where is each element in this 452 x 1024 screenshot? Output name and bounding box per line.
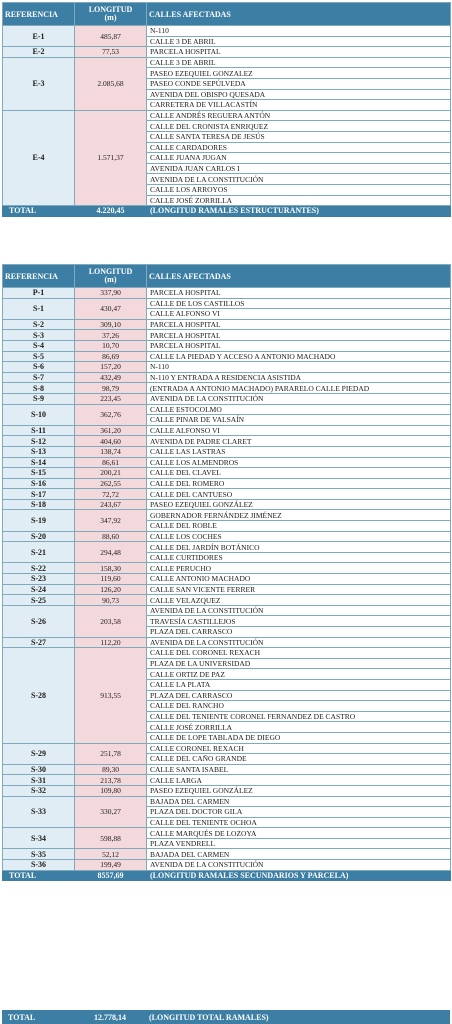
length-cell: 430,47: [75, 298, 147, 319]
grand-total-bar: [2, 1010, 450, 1024]
length-cell: 119,60: [75, 574, 147, 585]
street-cell: AVENIDA DE LA CONSTITUCIÓN: [147, 860, 451, 871]
reference-cell: S-6: [3, 362, 75, 373]
street-cell: PLAZA DEL CARRASCO: [147, 690, 451, 701]
reference-cell: S-2: [3, 319, 75, 330]
street-cell: AVENIDA JUAN CARLOS I: [147, 163, 451, 174]
street-cell: CALLE MARQUÉS DE LOZOYA: [147, 828, 451, 839]
table-row: [3, 57, 451, 68]
street-cell: PLAZA VENDRELL: [147, 838, 451, 849]
street-cell: CALLE SANTA TERESA DE JESÚS: [147, 131, 451, 142]
total-label: TOTAL: [3, 870, 75, 881]
length-cell: 200,21: [75, 468, 147, 479]
length-cell: 88,60: [75, 531, 147, 542]
street-cell: CALLE 3 DE ABRIL: [147, 57, 451, 68]
street-cell: PARCELA HOSPITAL: [147, 288, 451, 299]
reference-cell: S-12: [3, 436, 75, 447]
length-cell: 251,78: [75, 743, 147, 764]
length-cell: 485,87: [75, 26, 147, 47]
table-row: [3, 605, 451, 616]
street-cell: CALLE LA PLATA: [147, 679, 451, 690]
length-cell: 404,60: [75, 436, 147, 447]
street-cell: CALLE JOSÉ ZORRILLA: [147, 195, 451, 206]
header-longitud: [75, 3, 147, 26]
table-row: [3, 574, 451, 585]
reference-cell: S-9: [3, 393, 75, 404]
table-row: [3, 542, 451, 553]
street-cell: CALLE DEL ROBLE: [147, 521, 451, 532]
reference-cell: S-5: [3, 351, 75, 362]
street-cell: PLAZA DE LA UNIVERSIDAD: [147, 658, 451, 669]
street-cell: CALLE ORTIZ DE PAZ: [147, 669, 451, 680]
table-row: [3, 372, 451, 383]
street-cell: PASEO EZEQUIEL GONZÁLEZ: [147, 499, 451, 510]
table-row: [3, 510, 451, 521]
street-cell: CALLE ANDRÉS REGUERA ANTÓN: [147, 110, 451, 121]
table-row: [3, 362, 451, 373]
header-calles: CALLES AFECTADAS: [147, 3, 451, 26]
street-cell: N-110: [147, 362, 451, 373]
length-cell: 72,72: [75, 489, 147, 500]
reference-cell: S-27: [3, 637, 75, 648]
length-cell: 223,45: [75, 393, 147, 404]
length-cell: 362,76: [75, 404, 147, 425]
total-value: 8557,69: [75, 870, 147, 881]
table-ramales-estructurantes: [2, 2, 451, 217]
table-row: [3, 743, 451, 754]
street-cell: CALLE JUANA JUGAN: [147, 153, 451, 164]
street-cell: CALLE SANTA ISABEL: [147, 764, 451, 775]
table-row: [3, 764, 451, 775]
length-cell: 2.085,68: [75, 57, 147, 110]
table-row: [3, 478, 451, 489]
length-cell: 294,48: [75, 542, 147, 563]
street-cell: CALLE JOSÉ ZORRILLA: [147, 722, 451, 733]
street-cell: CALLE CURTIDORES: [147, 552, 451, 563]
street-cell: AVENIDA DE LA CONSTITUCIÓN: [147, 393, 451, 404]
total-desc: (LONGITUD RAMALES ESTRUCTURANTES): [147, 206, 451, 217]
reference-cell: S-23: [3, 574, 75, 585]
reference-cell: S-15: [3, 468, 75, 479]
reference-cell: S-7: [3, 372, 75, 383]
table-row: [3, 425, 451, 436]
table-row: [3, 489, 451, 500]
reference-cell: S-36: [3, 860, 75, 871]
street-cell: N-110 Y ENTRADA A RESIDENCIA ASISTIDA: [147, 372, 451, 383]
street-cell: CALLE 3 DE ABRIL: [147, 36, 451, 47]
street-cell: AVENIDA DE LA CONSTITUCIÓN: [147, 637, 451, 648]
street-cell: CALLE CORONEL REXACH: [147, 743, 451, 754]
reference-cell: S-28: [3, 648, 75, 743]
street-cell: PASEO CONDE SEPÚLVEDA: [147, 78, 451, 89]
reference-cell: S-10: [3, 404, 75, 425]
table-row: [3, 849, 451, 860]
table-row: [3, 499, 451, 510]
reference-cell: S-25: [3, 595, 75, 606]
reference-cell: S-13: [3, 446, 75, 457]
length-cell: 37,26: [75, 330, 147, 341]
street-cell: PARCELA HOSPITAL: [147, 319, 451, 330]
street-cell: CALLE ALFONSO VI: [147, 425, 451, 436]
table-row: [3, 319, 451, 330]
table-row: [3, 330, 451, 341]
length-cell: 913,55: [75, 648, 147, 743]
header-longitud-label: LONGITUD: [88, 5, 133, 14]
total-label: TOTAL: [3, 206, 75, 217]
street-cell: CALLE DEL CRONISTA ENRIQUEZ: [147, 121, 451, 132]
length-cell: 432,49: [75, 372, 147, 383]
table-header-row: [3, 3, 451, 26]
length-cell: 203,58: [75, 605, 147, 637]
reference-cell: S-1: [3, 298, 75, 319]
table-row: [3, 468, 451, 479]
header-longitud-unit: (m): [104, 13, 117, 22]
table-row: [3, 563, 451, 574]
table-row: [3, 436, 451, 447]
total-desc: (LONGITUD RAMALES SECUNDARIOS Y PARCELA): [147, 870, 451, 881]
table-row: [3, 785, 451, 796]
header-longitud-label: LONGITUD: [88, 267, 133, 276]
length-cell: 89,30: [75, 764, 147, 775]
length-cell: 330,27: [75, 796, 147, 828]
table-row: [3, 531, 451, 542]
table-row: [3, 393, 451, 404]
total-value: 4.220,45: [75, 206, 147, 217]
street-cell: CALLE LARGA: [147, 775, 451, 786]
grand-total-value: 12.778,14: [94, 1012, 126, 1022]
street-cell: N-110: [147, 26, 451, 37]
reference-cell: E-4: [3, 110, 75, 205]
table-row: [3, 457, 451, 468]
length-cell: 347,92: [75, 510, 147, 531]
street-cell: CALLE PINAR DE VALSAÍN: [147, 415, 451, 426]
header-longitud-unit: (m): [104, 275, 117, 284]
street-cell: CALLE LAS LASTRAS: [147, 446, 451, 457]
reference-cell: S-24: [3, 584, 75, 595]
length-cell: 109,80: [75, 785, 147, 796]
street-cell: PARCELA HOSPITAL: [147, 340, 451, 351]
reference-cell: S-30: [3, 764, 75, 775]
table-row: [3, 340, 451, 351]
length-cell: 157,20: [75, 362, 147, 373]
reference-cell: P-1: [3, 288, 75, 299]
length-cell: 361,20: [75, 425, 147, 436]
reference-cell: S-11: [3, 425, 75, 436]
street-cell: AVENIDA DE LA CONSTITUCIÓN: [147, 174, 451, 185]
table-row: [3, 351, 451, 362]
street-cell: BAJADA DEL CARMEN: [147, 849, 451, 860]
street-cell: PARCELA HOSPITAL: [147, 47, 451, 58]
reference-cell: S-3: [3, 330, 75, 341]
header-calles: CALLES AFECTADAS: [147, 265, 451, 288]
length-cell: 77,53: [75, 47, 147, 58]
header-longitud: [75, 265, 147, 288]
street-cell: PARCELA HOSPITAL: [147, 330, 451, 341]
street-cell: TRAVESÍA CASTILLEJOS: [147, 616, 451, 627]
street-cell: AVENIDA DEL OBISPO QUESADA: [147, 89, 451, 100]
table-row: [3, 584, 451, 595]
street-cell: CALLE LOS COCHES: [147, 531, 451, 542]
length-cell: 309,10: [75, 319, 147, 330]
length-cell: 262,55: [75, 478, 147, 489]
length-cell: 86,69: [75, 351, 147, 362]
street-cell: CALLE CARDADORES: [147, 142, 451, 153]
street-cell: PASEO EZEQUIEL GONZALEZ: [147, 68, 451, 79]
street-cell: CALLE DEL CANTUESO: [147, 489, 451, 500]
length-cell: 1.571,37: [75, 110, 147, 205]
table-row: [3, 446, 451, 457]
total-row: [3, 870, 451, 881]
table-row: [3, 288, 451, 299]
reference-cell: S-14: [3, 457, 75, 468]
reference-cell: S-31: [3, 775, 75, 786]
street-cell: CALLE LOS ALMENDROS: [147, 457, 451, 468]
street-cell: CALLE DE LOS CASTILLOS: [147, 298, 451, 309]
reference-cell: E-3: [3, 57, 75, 110]
reference-cell: S-26: [3, 605, 75, 637]
length-cell: 243,67: [75, 499, 147, 510]
table-row: [3, 796, 451, 807]
reference-cell: S-33: [3, 796, 75, 828]
table-row: [3, 828, 451, 839]
street-cell: CALLE DE LOPE TABLADA DE DIEGO: [147, 732, 451, 743]
table-row: [3, 383, 451, 394]
reference-cell: S-34: [3, 828, 75, 849]
length-cell: 213,78: [75, 775, 147, 786]
reference-cell: S-17: [3, 489, 75, 500]
street-cell: CARRETERA DE VILLACASTÍN: [147, 100, 451, 111]
reference-cell: S-29: [3, 743, 75, 764]
street-cell: CALLE VELAZQUEZ: [147, 595, 451, 606]
table-row: [3, 595, 451, 606]
length-cell: 337,90: [75, 288, 147, 299]
reference-cell: S-19: [3, 510, 75, 531]
length-cell: 138,74: [75, 446, 147, 457]
street-cell: PASEO EZEQUIEL GONZÁLEZ: [147, 785, 451, 796]
street-cell: CALLE SAN VICENTE FERRER: [147, 584, 451, 595]
length-cell: 126,20: [75, 584, 147, 595]
street-cell: CALLE DEL TENIENTE CORONEL FERNANDEZ DE CASTRO: [147, 711, 451, 722]
street-cell: PLAZA DEL CARRASCO: [147, 627, 451, 638]
length-cell: 98,79: [75, 383, 147, 394]
street-cell: CALLE ALFONSO VI: [147, 309, 451, 320]
length-cell: 598,88: [75, 828, 147, 849]
header-referencia: REFERENCIA: [3, 3, 75, 26]
length-cell: 199,49: [75, 860, 147, 871]
table-row: [3, 26, 451, 37]
reference-cell: E-1: [3, 26, 75, 47]
street-cell: GOBERNADOR FERNÁNDEZ JIMÉNEZ: [147, 510, 451, 521]
reference-cell: E-2: [3, 47, 75, 58]
street-cell: BAJADA DEL CARMEN: [147, 796, 451, 807]
street-cell: CALLE DEL CLAVEL: [147, 468, 451, 479]
reference-cell: S-32: [3, 785, 75, 796]
grand-total-desc: (LONGITUD TOTAL RAMALES): [149, 1012, 269, 1022]
length-cell: 52,12: [75, 849, 147, 860]
street-cell: CALLE ANTONIO MACHADO: [147, 574, 451, 585]
table-row: [3, 860, 451, 871]
street-cell: CALLE PERUCHO: [147, 563, 451, 574]
grand-total-label: TOTAL: [8, 1012, 36, 1022]
street-cell: CALLE ESTOCOLMO: [147, 404, 451, 415]
street-cell: AVENIDA DE LA CONSTITUCIÓN: [147, 605, 451, 616]
street-cell: CALLE LOS ARROYOS: [147, 184, 451, 195]
street-cell: AVENIDA DE PADRE CLARET: [147, 436, 451, 447]
length-cell: 90,73: [75, 595, 147, 606]
table-header-row: [3, 265, 451, 288]
length-cell: 86,61: [75, 457, 147, 468]
reference-cell: S-20: [3, 531, 75, 542]
reference-cell: S-35: [3, 849, 75, 860]
length-cell: 10,70: [75, 340, 147, 351]
street-cell: CALLE DEL TENIENTE OCHOA: [147, 817, 451, 828]
street-cell: CALLE DEL CAÑO GRANDE: [147, 754, 451, 765]
header-referencia: REFERENCIA: [3, 265, 75, 288]
table-ramales-secundarios: [2, 264, 451, 881]
street-cell: CALLE DEL CORONEL REXACH: [147, 648, 451, 659]
street-cell: (ENTRADA A ANTONIO MACHADO) PARARELO CALLE PIEDAD: [147, 383, 451, 394]
table-row: [3, 298, 451, 309]
table-row: [3, 648, 451, 659]
reference-cell: S-21: [3, 542, 75, 563]
street-cell: PLAZA DEL DOCTOR GILA: [147, 807, 451, 818]
table-row: [3, 404, 451, 415]
street-cell: CALLE DEL JARDÍN BOTÁNICO: [147, 542, 451, 553]
reference-cell: S-4: [3, 340, 75, 351]
length-cell: 158,30: [75, 563, 147, 574]
length-cell: 112,20: [75, 637, 147, 648]
street-cell: CALLE LA PIEDAD Y ACCESO A ANTONIO MACHADO: [147, 351, 451, 362]
reference-cell: S-8: [3, 383, 75, 394]
street-cell: CALLE DEL RANCHO: [147, 701, 451, 712]
table-row: [3, 110, 451, 121]
total-row: [3, 206, 451, 217]
table-row: [3, 775, 451, 786]
street-cell: CALLE DEL ROMERO: [147, 478, 451, 489]
reference-cell: S-16: [3, 478, 75, 489]
reference-cell: S-18: [3, 499, 75, 510]
table-row: [3, 47, 451, 58]
reference-cell: S-22: [3, 563, 75, 574]
table-row: [3, 637, 451, 648]
